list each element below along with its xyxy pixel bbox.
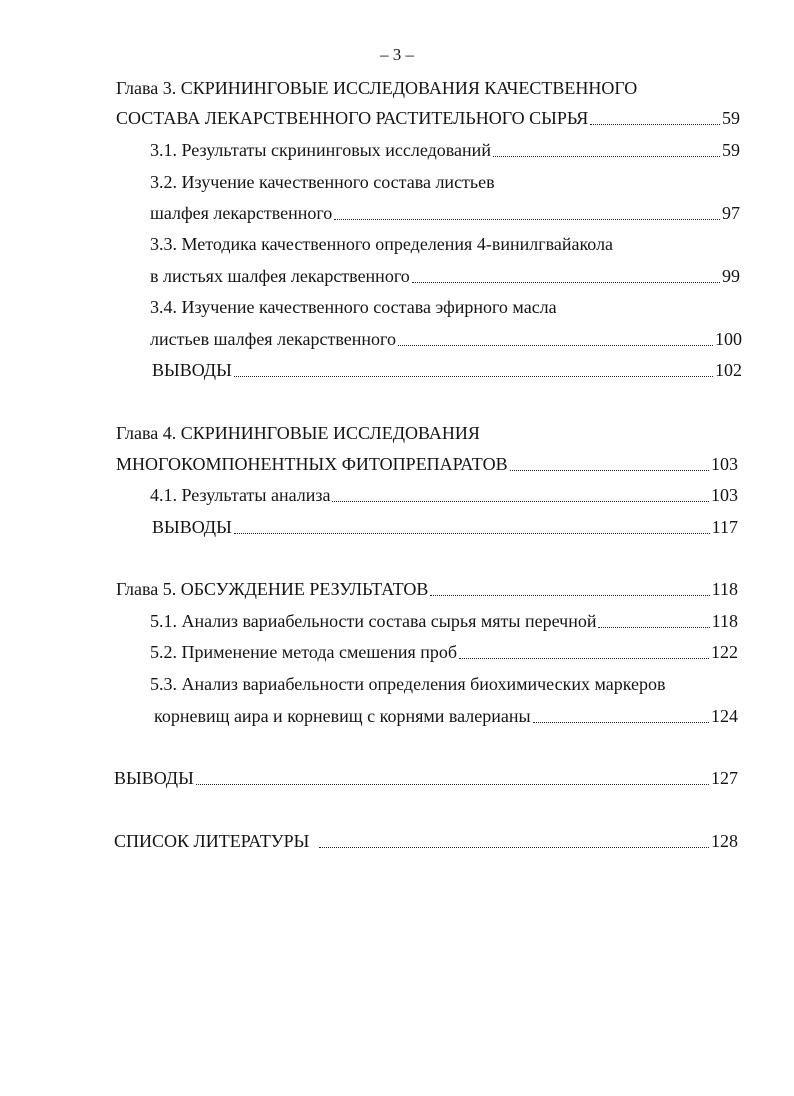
section-5-3-page: 124 <box>711 706 738 726</box>
page-number: – 3 – <box>380 45 414 64</box>
section-3-4-page: 100 <box>715 329 742 349</box>
chapter-5-page: 118 <box>711 579 738 599</box>
section-3-3-title-line2: в листьях шалфея лекарственного <box>150 266 410 286</box>
dot-leader <box>334 218 720 220</box>
section-4-1-page: 103 <box>711 485 738 505</box>
chapter-3-entry <box>116 106 740 130</box>
dot-leader <box>493 155 720 157</box>
chapter-5-entry <box>116 577 738 601</box>
dot-leader <box>234 375 713 377</box>
chapter-3-conclusions-page: 102 <box>715 360 742 380</box>
dot-leader <box>459 657 709 659</box>
chapter-3-conclusions-entry <box>152 358 742 382</box>
dot-leader <box>412 281 720 283</box>
chapter-3-title-line1: Глава 3. СКРИНИНГОВЫЕ ИССЛЕДОВАНИЯ КАЧЕСТВЕННОГО <box>116 78 638 98</box>
chapter-3-conclusions-title: ВЫВОДЫ <box>152 360 232 380</box>
references-entry <box>114 829 738 853</box>
chapter-4-conclusions-entry <box>152 515 738 539</box>
references-title: СПИСОК ЛИТЕРАТУРЫ <box>114 831 310 851</box>
dot-leader <box>196 783 709 785</box>
conclusions-title: ВЫВОДЫ <box>114 768 194 788</box>
chapter-4-page: 103 <box>711 454 738 474</box>
chapter-4-conclusions-title: ВЫВОДЫ <box>152 517 232 537</box>
dot-leader <box>590 123 720 125</box>
dot-leader <box>510 469 709 471</box>
section-3-1-title: 3.1. Результаты скрининговых исследований <box>150 140 491 160</box>
dot-leader <box>332 500 709 502</box>
chapter-4-conclusions-page: 117 <box>711 517 738 537</box>
section-5-3-title-line2: корневищ аира и корневищ с корнями валерианы <box>154 706 531 726</box>
chapter-3-page: 59 <box>722 108 740 128</box>
section-3-4-title-line2: листьев шалфея лекарственного <box>150 329 396 349</box>
chapter-5-title: Глава 5. ОБСУЖДЕНИЕ РЕЗУЛЬТАТОВ <box>116 579 429 599</box>
section-3-3-title-line1: 3.3. Методика качественного определения 4-винилгвайакола <box>150 234 614 254</box>
chapter-4-title-line2: МНОГОКОМПОНЕНТНЫХ ФИТОПРЕПАРАТОВ <box>116 454 508 474</box>
section-5-3-title-line1: 5.3. Анализ вариабельности определения биохимических маркеров <box>150 674 666 694</box>
chapter-4-title-line1: Глава 4. СКРИНИНГОВЫЕ ИССЛЕДОВАНИЯ <box>116 423 480 443</box>
dot-leader <box>319 846 709 848</box>
chapter-3-title-line2: СОСТАВА ЛЕКАРСТВЕННОГО РАСТИТЕЛЬНОГО СЫРЬЯ <box>116 108 589 128</box>
section-3-2-entry <box>150 201 740 225</box>
chapter-4-entry <box>116 452 738 476</box>
section-5-3-entry <box>154 704 738 728</box>
section-5-2-entry <box>150 640 738 664</box>
section-5-2-title: 5.2. Применение метода смешения проб <box>150 642 458 662</box>
section-5-2-page: 122 <box>711 642 738 662</box>
conclusions-entry <box>114 766 738 790</box>
dot-leader <box>398 344 713 346</box>
section-3-3-page: 99 <box>722 266 740 286</box>
section-3-2-title-line2: шалфея лекарственного <box>150 203 333 223</box>
conclusions-page: 127 <box>711 768 738 788</box>
section-3-3-entry <box>150 264 740 288</box>
section-3-1-page: 59 <box>722 140 740 160</box>
section-5-1-entry <box>150 609 738 633</box>
section-3-2-title-line1: 3.2. Изучение качественного состава листьев <box>150 172 495 192</box>
section-3-4-entry <box>150 327 742 351</box>
references-page: 128 <box>711 831 738 851</box>
dot-leader <box>598 626 709 628</box>
section-5-1-title: 5.1. Анализ вариабельности состава сырья мяты перечной <box>150 611 597 631</box>
dot-leader <box>430 594 709 596</box>
section-3-1-entry <box>150 138 740 162</box>
dot-leader <box>533 721 709 723</box>
section-5-1-page: 118 <box>711 611 738 631</box>
section-4-1-title: 4.1. Результаты анализа <box>150 485 331 505</box>
section-3-2-page: 97 <box>722 203 740 223</box>
section-4-1-entry <box>150 483 738 507</box>
dot-leader <box>234 532 710 534</box>
section-3-4-title-line1: 3.4. Изучение качественного состава эфирного масла <box>150 297 557 317</box>
